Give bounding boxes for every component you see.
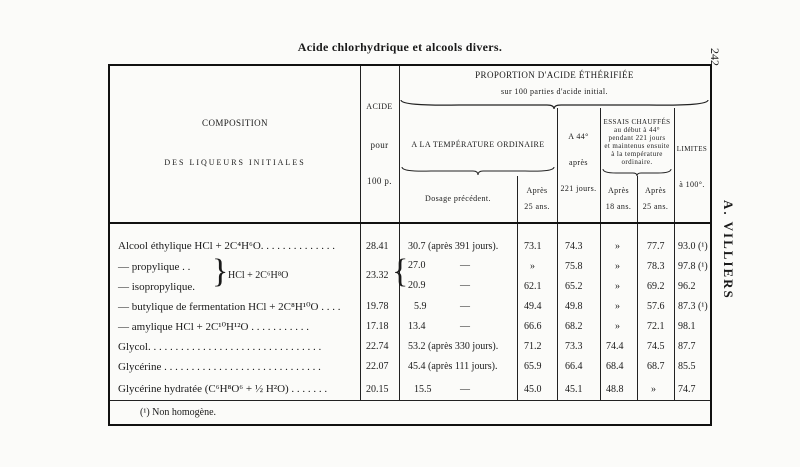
row-acide: 22.07	[366, 361, 389, 372]
row-apres25: 73.1	[524, 241, 542, 252]
header-acide-3: 100 p.	[367, 176, 392, 186]
row-e18: »	[615, 281, 620, 292]
header-e25-2: 25 ans.	[642, 202, 669, 211]
row-limites: 87.3 (¹)	[678, 301, 708, 312]
row-a44: 68.2	[565, 321, 583, 332]
row-label: — propylique . .	[118, 261, 191, 273]
row-dosage: 45.4 (après 111 jours).	[408, 361, 498, 372]
row-dosage: 13.4	[408, 321, 426, 332]
header-dosage: Dosage précédent.	[425, 194, 491, 203]
row-limites: 98.1	[678, 321, 696, 332]
header-essais-2: au début à 44°	[614, 126, 660, 134]
row-limites: 87.7	[678, 341, 696, 352]
row-e25: 78.3	[647, 261, 665, 272]
row-limites: 85.5	[678, 361, 696, 372]
header-a44-3: 221 jours.	[560, 184, 597, 193]
row-e25: 72.1	[647, 321, 665, 332]
brace-right-group: {	[392, 253, 409, 290]
row-e18: »	[615, 241, 620, 252]
header-e25-1: Après	[644, 186, 667, 195]
row-a44: 66.4	[565, 361, 583, 372]
brace-left-group: }	[212, 253, 229, 290]
row-dash: —	[460, 260, 470, 271]
row-e25: 74.5	[647, 341, 665, 352]
row-a44: 45.1	[565, 384, 583, 395]
header-temp-ordinaire: A LA TEMPÉRATURE ORDINAIRE	[411, 140, 545, 149]
col-rule	[399, 66, 400, 400]
row-e18: 74.4	[606, 341, 624, 352]
row-dosage: 15.5	[414, 384, 432, 395]
row-a44: 75.8	[565, 261, 583, 272]
footnote: (¹) Non homogène.	[140, 407, 217, 418]
row-label: Glycol. . . . . . . . . . . . . . . . . . . . . . . . . . . . . . . .	[118, 341, 322, 353]
row-acide: 20.15	[366, 384, 389, 395]
row-apres25: 65.9	[524, 361, 542, 372]
row-apres25: »	[530, 261, 535, 272]
row-e25: 57.6	[647, 301, 665, 312]
header-e18-2: 18 ans.	[605, 202, 632, 211]
row-dosage: 30.7 (après 391 jours).	[408, 241, 499, 252]
group-acide: 23.32	[366, 270, 389, 281]
row-acide: 19.78	[366, 301, 389, 312]
row-a44: 49.8	[565, 301, 583, 312]
header-essais-4: et maintenus ensuite	[604, 142, 670, 150]
row-apres25: 45.0	[524, 384, 542, 395]
col-rule	[360, 66, 361, 400]
row-e25: 77.7	[647, 241, 665, 252]
header-limites-2: à 100°.	[679, 180, 705, 189]
header-limites-1: LIMITES	[676, 145, 708, 153]
row-acide: 17.18	[366, 321, 389, 332]
row-limites: 93.0 (¹)	[678, 241, 708, 252]
brace-temp	[401, 166, 555, 176]
row-a44: 65.2	[565, 281, 583, 292]
row-dosage: 53.2 (après 330 jours).	[408, 341, 499, 352]
page-title: Acide chlorhydrique et alcools divers.	[297, 40, 503, 54]
row-dash: —	[460, 301, 470, 312]
row-e18: »	[615, 321, 620, 332]
header-apres25-1: Après	[526, 186, 548, 195]
header-composition-2: DES LIQUEURS INITIALES	[164, 158, 306, 167]
header-a44-2: après	[569, 158, 588, 167]
row-e18: 68.4	[606, 361, 624, 372]
row-limites: 74.7	[678, 384, 696, 395]
group-formula: HCl + 2C⁶H⁸O	[228, 270, 289, 281]
row-acide: 22.74	[366, 341, 389, 352]
row-label: Glycérine . . . . . . . . . . . . . . . . . . . . . . . . . . . . .	[118, 361, 321, 373]
data-table	[108, 64, 712, 426]
row-label: Glycérine hydratée (C⁶H⁸O⁶ + ½ H²O) . . . . . . .	[118, 383, 328, 395]
row-label: — amylique HCl + 2C¹⁰H¹²O . . . . . . . . . . .	[118, 321, 310, 333]
row-a44: 74.3	[565, 241, 583, 252]
row-label: — butylique de fermentation HCl + 2C⁸H¹⁰O . . . .	[118, 301, 341, 313]
row-e18: 48.8	[606, 384, 624, 395]
header-essais-5: à la température	[611, 150, 663, 158]
row-label: — isopropylique.	[118, 281, 195, 293]
header-a44-1: A 44°	[568, 132, 589, 141]
row-dash: —	[460, 384, 470, 395]
page-number: 242	[708, 48, 722, 66]
row-dosage: 27.0	[408, 260, 426, 271]
header-essais-1: ESSAIS CHAUFFÉS	[603, 118, 671, 126]
row-e25: 69.2	[647, 281, 665, 292]
header-essais-3: pendant 221 jours	[608, 134, 666, 142]
row-apres25: 71.2	[524, 341, 542, 352]
brace-essais	[602, 168, 672, 177]
header-rule	[110, 222, 710, 224]
row-e25: 68.7	[647, 361, 665, 372]
row-e18: »	[615, 261, 620, 272]
col-rule	[557, 108, 558, 400]
header-proportion-2: sur 100 parties d'acide initial.	[501, 87, 608, 96]
row-a44: 73.3	[565, 341, 583, 352]
running-head: A. VILLIERS	[721, 200, 736, 300]
row-apres25: 62.1	[524, 281, 542, 292]
header-apres25-2: 25 ans.	[524, 202, 550, 211]
header-essais-6: ordinaire.	[621, 158, 653, 166]
header-proportion-1: PROPORTION D'ACIDE ÉTHÉRIFIÉE	[475, 70, 634, 80]
row-limites: 96.2	[678, 281, 696, 292]
header-acide-1: ACIDE	[366, 102, 393, 111]
row-dash: —	[460, 280, 470, 291]
header-acide-2: pour	[370, 140, 389, 150]
row-e25: »	[651, 384, 656, 395]
row-label: Alcool éthylique HCl + 2C⁴H⁶O. . . . . . . . . . . . . .	[118, 240, 336, 252]
row-dosage: 20.9	[408, 280, 426, 291]
row-limites: 97.8 (¹)	[678, 261, 708, 272]
row-dash: —	[460, 321, 470, 332]
row-apres25: 66.6	[524, 321, 542, 332]
body-bottom-rule	[110, 400, 710, 401]
row-e18: »	[615, 301, 620, 312]
brace-proportion	[399, 98, 710, 110]
header-composition-1: COMPOSITION	[202, 118, 268, 128]
row-acide: 28.41	[366, 241, 389, 252]
row-dosage: 5.9	[414, 301, 427, 312]
row-apres25: 49.4	[524, 301, 542, 312]
header-e18-1: Après	[607, 186, 630, 195]
